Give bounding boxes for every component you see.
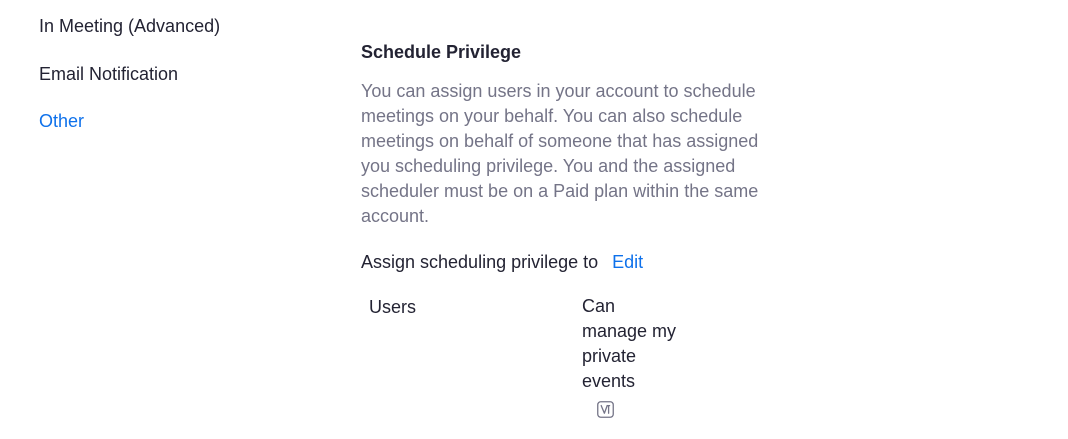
section-title: Schedule Privilege <box>361 42 522 62</box>
table-header-can-manage-private-events: Can manage my private events <box>582 296 677 391</box>
assign-privilege-row <box>361 250 643 274</box>
sidebar-item-other[interactable]: Other <box>39 111 85 131</box>
assign-privilege-label: Assign scheduling privilege to <box>361 252 599 272</box>
section-description: You can assign users in your account to schedule meetings on your behalf. You can also schedule meetings on behalf of someone that has assigned you scheduling privilege. You and the assigned scheduler must be on a Paid plan within the same account. <box>361 81 759 226</box>
sidebar-item-in-meeting-advanced[interactable]: In Meeting (Advanced) <box>39 16 221 36</box>
edit-link[interactable]: Edit <box>612 252 644 272</box>
info-icon[interactable] <box>597 401 614 418</box>
table-header-users: Users <box>369 297 417 317</box>
sidebar-item-email-notification[interactable]: Email Notification <box>39 64 179 84</box>
